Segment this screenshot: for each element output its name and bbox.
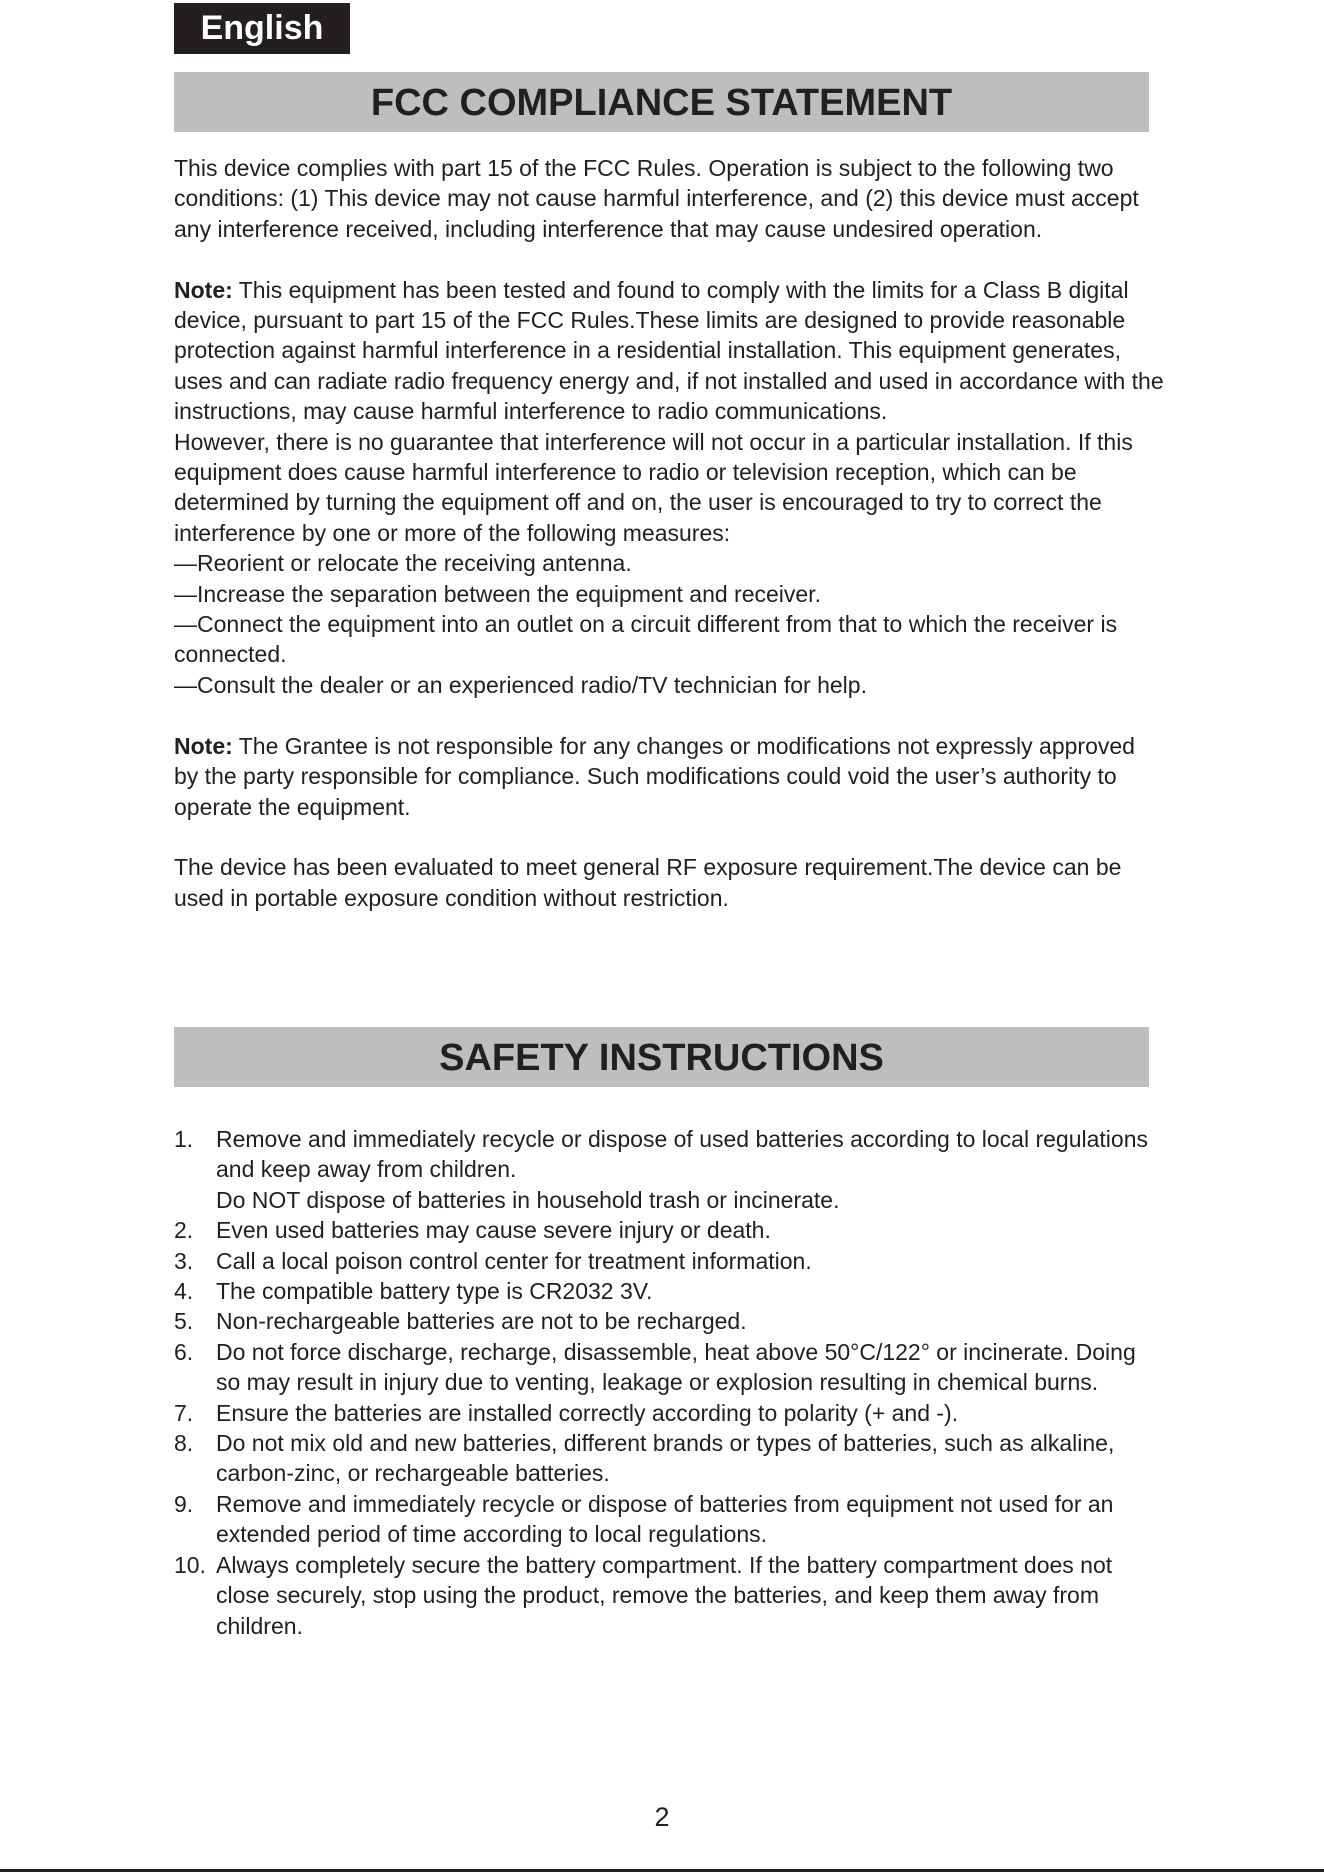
list-item (174, 1246, 1164, 1276)
note-label: Note: (174, 276, 233, 303)
item-number: 7. (174, 1399, 194, 1426)
fcc-body (174, 153, 1164, 913)
item-text: Even used batteries may cause severe injury or death. (216, 1217, 771, 1244)
language-tab: English (174, 3, 350, 54)
fcc-guarantee-paragraph: However, there is no guarantee that interference will not occur in a particular installation. If this equipment does cause harmful interference to radio or television reception, which can be determined by turning the equipment off and on, the user is encouraged to try to correct the interference by one or more of the following measures: (174, 428, 1133, 546)
item-text: Always completely secure the battery compartment. If the battery compartment does not close securely, stop using the product, remove the batteries, and keep them away from children. (216, 1551, 1113, 1639)
page-number: 2 (654, 1802, 670, 1832)
safety-list (174, 1124, 1164, 1641)
item-text: Non-rechargeable batteries are not to be recharged. (216, 1308, 747, 1335)
list-item (174, 1398, 1164, 1428)
item-text: Ensure the batteries are installed correctly according to polarity (+ and -). (216, 1399, 959, 1426)
note-text: This equipment has been tested and found to comply with the limits for a Class B digital device, pursuant to part 15 of the FCC Rules.These limits are designed to provide reasonable protection against harmful interference in a residential installation. This equipment generates, uses and can radiate radio frequency energy and, if not installed and used in accordance with the instructions, may cause harmful interference to radio communications. (174, 276, 1164, 425)
fcc-note-paragraph (174, 275, 1164, 427)
spacer (174, 822, 1164, 852)
item-text: Do NOT dispose of batteries in household trash or incinerate. (216, 1186, 840, 1213)
fcc-grantee-note-paragraph (174, 731, 1164, 822)
item-number: 6. (174, 1338, 194, 1365)
item-number: 10. (174, 1551, 206, 1578)
fcc-rf-exposure-paragraph: The device has been evaluated to meet general RF exposure requirement.The device can be used in portable exposure condition without restriction. (174, 854, 1122, 911)
fcc-measure: —Connect the equipment into an outlet on a circuit different from that to which the receiver is connected. (174, 611, 1118, 668)
item-number: 5. (174, 1308, 194, 1335)
item-text: Call a local poison control center for treatment information. (216, 1247, 812, 1274)
list-item (174, 1489, 1164, 1550)
fcc-measure: —Consult the dealer or an experienced radio/TV technician for help. (174, 671, 867, 698)
item-text: Remove and immediately recycle or dispose of batteries from equipment not used for an extended period of time according to local regulations. (216, 1490, 1114, 1548)
list-item (174, 1276, 1164, 1306)
list-item (174, 1215, 1164, 1245)
list-item (174, 1550, 1164, 1641)
item-number: 3. (174, 1247, 194, 1274)
safety-heading: SAFETY INSTRUCTIONS (174, 1027, 1149, 1087)
item-text: Do not mix old and new batteries, different brands or types of batteries, such as alkaline, carbon-zinc, or rechargeable batteries. (216, 1430, 1115, 1487)
list-item (174, 1428, 1164, 1489)
fcc-measure: —Reorient or relocate the receiving antenna. (174, 550, 632, 577)
item-number: 4. (174, 1278, 194, 1305)
item-number: 2. (174, 1217, 194, 1244)
list-item (174, 1124, 1164, 1215)
fcc-intro-paragraph: This device complies with part 15 of the FCC Rules. Operation is subject to the following two conditions: (1) This device may not cause harmful interference, and (2) this device must accept any interference received, including interference that may cause undesired operation. (174, 155, 1139, 242)
spacer (174, 700, 1164, 730)
list-item (174, 1337, 1164, 1398)
list-item (174, 1306, 1164, 1336)
item-number: 1. (174, 1126, 194, 1152)
note-label: Note: (174, 732, 233, 759)
item-text: Do not force discharge, recharge, disassemble, heat above 50°C/122° or incinerate. Doing so may result in injury due to venting, leakage or explosion resulting in chemical burns. (216, 1338, 1136, 1396)
item-number: 9. (174, 1490, 194, 1517)
item-text: The compatible battery type is CR2032 3V. (216, 1278, 653, 1305)
spacer (174, 244, 1164, 274)
fcc-measure: —Increase the separation between the equipment and receiver. (174, 580, 821, 607)
fcc-heading: FCC COMPLIANCE STATEMENT (174, 72, 1149, 132)
item-text: Remove and immediately recycle or dispose of used batteries according to local regulations and keep away from children. (216, 1126, 1148, 1183)
item-number: 8. (174, 1430, 194, 1457)
note-text: The Grantee is not responsible for any changes or modifications not expressly approved by the party responsible for compliance. Such modifications could void the user’s authority to operate the equipment. (174, 732, 1135, 820)
